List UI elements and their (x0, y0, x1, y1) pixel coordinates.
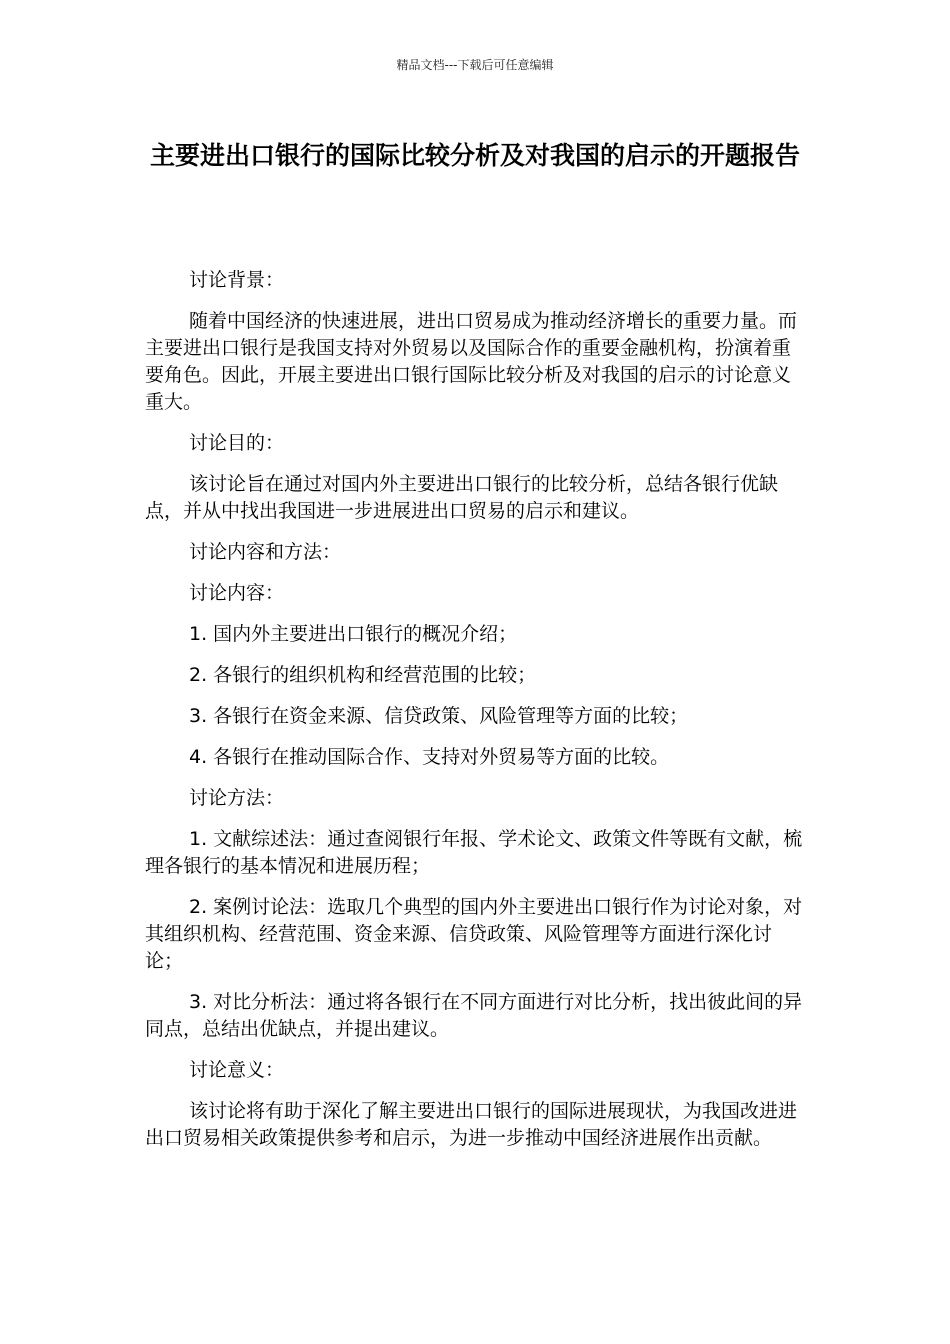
heading-background: 讨论背景： (189, 269, 285, 291)
method-item-3: 3. 对比分析法：通过将各银行在不同方面进行对比分析，找出彼此间的异同点，总结出优缺点，并提出建议。 (145, 991, 803, 1040)
method-item-1: 1. 文献综述法：通过查阅银行年报、学术论文、政策文件等既有文献，梳理各银行的基本情况和进展历程； (145, 828, 803, 877)
content-item-1: 1. 国内外主要进出口银行的概况介绍； (189, 623, 518, 645)
paragraph-background: 随着中国经济的快速进展，进出口贸易成为推动经济增长的重要力量。而主要进出口银行是我国支持对外贸易以及国际合作的重要金融机构，扮演着重要角色。因此，开展主要进出口银行国际比较分析及对我国的启示的讨论意义重大。 (145, 310, 798, 413)
heading-content: 讨论内容： (189, 582, 285, 604)
header-note: 精品文档---下载后可任意编辑 (396, 58, 554, 72)
heading-purpose: 讨论目的： (189, 432, 285, 454)
document-title: 主要进出口银行的国际比较分析及对我国的启示的开题报告 (149, 141, 800, 170)
content-item-3: 3. 各银行在资金来源、信贷政策、风险管理等方面的比较； (189, 705, 689, 727)
heading-significance: 讨论意义： (189, 1059, 285, 1081)
paragraph-purpose: 该讨论旨在通过对国内外主要进出口银行的比较分析，总结各银行优缺点，并从中找出我国进一步进展进出口贸易的启示和建议。 (145, 473, 779, 522)
heading-method: 讨论方法： (189, 787, 285, 809)
document-body (145, 267, 805, 1166)
paragraph-significance: 该讨论将有助于深化了解主要进出口银行的国际进展现状，为我国改进进出口贸易相关政策提供参考和启示，为进一步推动中国经济进展作出贡献。 (145, 1100, 798, 1149)
heading-content-and-method: 讨论内容和方法： (189, 541, 342, 563)
content-item-2: 2. 各银行的组织机构和经营范围的比较； (189, 664, 537, 686)
method-item-2: 2. 案例讨论法：选取几个典型的国内外主要进出口银行作为讨论对象，对其组织机构、经营范围、资金来源、信贷政策、风险管理等方面进行深化讨论； (145, 896, 803, 972)
content-item-4: 4. 各银行在推动国际合作、支持对外贸易等方面的比较。 (189, 746, 670, 768)
